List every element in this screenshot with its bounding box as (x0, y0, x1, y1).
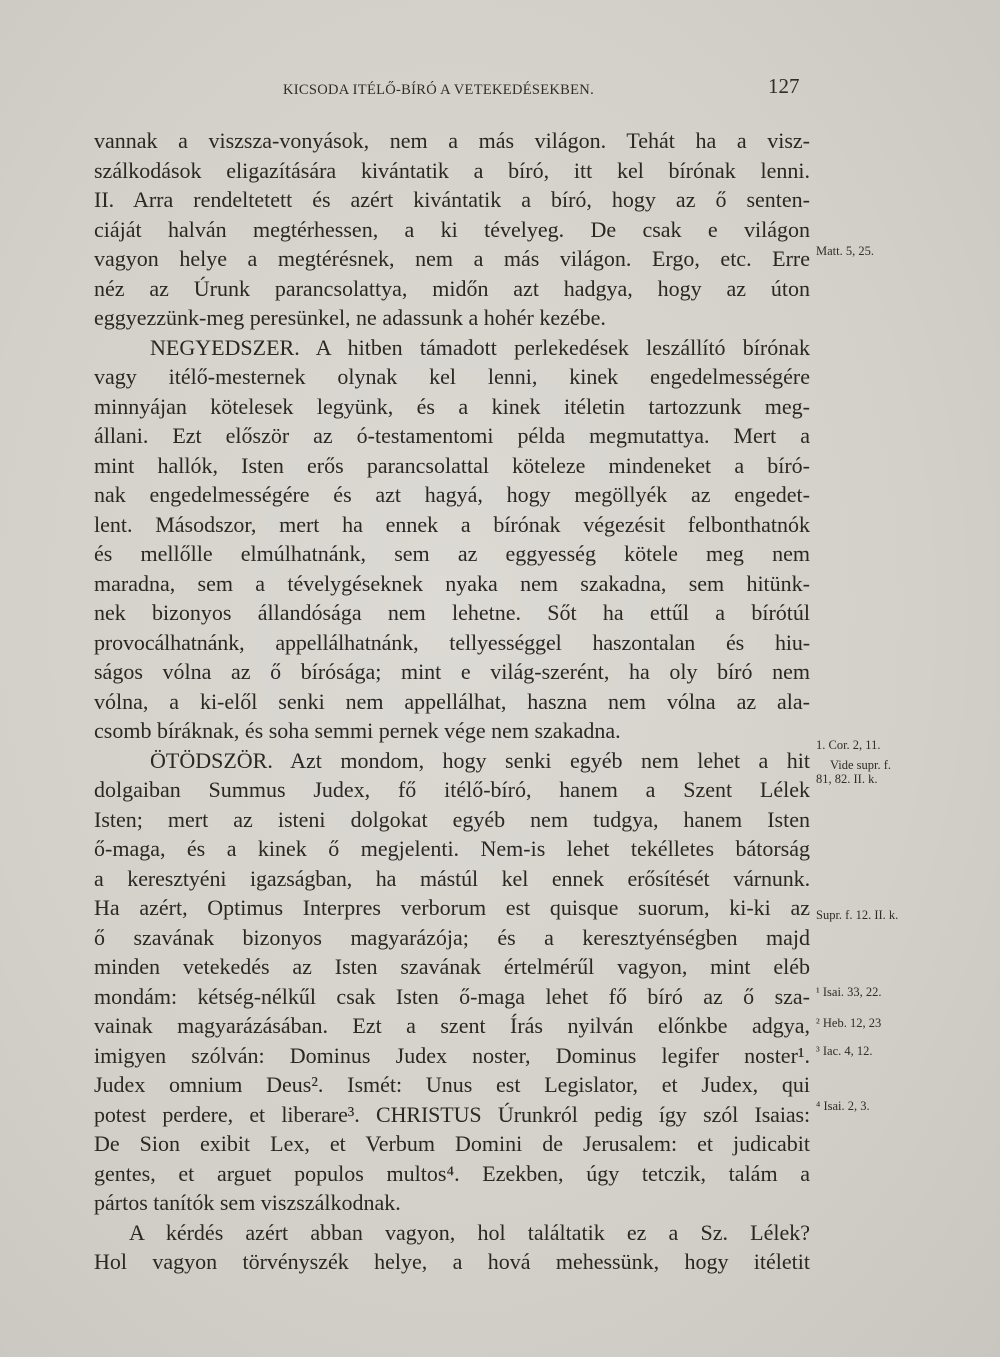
text-line: imigyen szólván: Dominus Judex noster, Dominus legifer noster¹. (94, 1042, 810, 1068)
margin-note: Vide supr. f. (830, 758, 892, 772)
margin-note: ¹ Isai. 33, 22. (816, 985, 882, 999)
text-line: eggyezzünk-meg peresünkel, ne adassunk a hohér kezébe. (94, 305, 606, 330)
text-line: dolgaiban Summus Judex, fő itélő-bíró, hanem a Szent Lélek (94, 777, 810, 802)
margin-note: ³ Iac. 4, 12. (816, 1044, 873, 1058)
text-line: csomb bíráknak, és soha semmi pernek vége nem szakadna. (94, 718, 621, 743)
text-line: vannak a viszsza-vonyások, nem a más világon. Tehát ha a visz- (94, 128, 810, 153)
text-line: minden vetekedés az Isten szavának értelmérűl vagyon, mint eléb (94, 954, 810, 979)
text-line: vagy itélő-mesternek olynak kel lenni, kinek engedelmességére (94, 364, 810, 389)
text-line: vagyon helye a megtérésnek, nem a más világon. Ergo, etc. Erre (94, 246, 810, 271)
text-line: és mellőlle elmúlhatnánk, sem az eggyesség kötele meg nem (94, 541, 810, 566)
text-line: provocálhatnánk, appellálhatnánk, tellyességgel haszontalan és hiu- (94, 629, 810, 655)
text-line: ÖTÖDSZÖR. Azt mondom, hogy senki egyéb nem lehet a hit (150, 747, 810, 773)
text-line: minnyájan kötelesek legyünk, és a kinek itéletin tartozzunk meg- (94, 393, 810, 419)
text-line: A kérdés azért abban vagyon, hol találtatik ez a Sz. Lélek? (129, 1219, 810, 1245)
text-line: szálkodások eligazítására kivántatik a bíró, itt kel bírónak lenni. (94, 157, 810, 183)
text-line: állani. Ezt először az ó-testamentomi példa megmutattya. Mert a (94, 423, 810, 448)
text-line: mint hallók, Isten erős parancsolattal köteleze mindeneket a bíró- (94, 452, 810, 478)
text-line: lent. Másodszor, mert ha ennek a bírónak végezésit felbonthatnók (94, 511, 810, 537)
text-line: a keresztyéni igazságban, ha mástúl kel ennek erősítését várnunk. (94, 865, 810, 891)
text-line: vainak magyarázásában. Ezt a szent Írás nyilván előnkbe adgya, (94, 1013, 810, 1038)
text-line: gentes, et arguet populos multos⁴. Ezekben, úgy tetczik, talám a (94, 1160, 810, 1186)
margin-note: 81, 82. II. k. (816, 772, 878, 786)
text-line: Judex omnium Deus². Ismét: Unus est Legislator, et Judex, qui (94, 1072, 810, 1097)
text-line: mondám: kétség-nélkűl csak Isten ő-maga lehet fő bíró az ő sza- (94, 983, 810, 1009)
text-line: De Sion exibit Lex, et Verbum Domini de Jerusalem: et judicabit (94, 1131, 810, 1156)
text-line: vólna, a ki-elől senki nem appellálhat, haszna nem vólna az ala- (94, 688, 810, 714)
margin-note: Supr. f. 12. II. k. (816, 908, 899, 922)
text-line: NEGYEDSZER. A hitben támadott perlekedések leszállító bírónak (150, 334, 810, 360)
text-line: II. Arra rendeltetett és azért kivántatik a bíró, hogy az ő senten- (94, 187, 810, 212)
text-line: ciáját halván megtérhessen, a ki tévelyeg. De csak e világon (94, 216, 810, 242)
page-number: 127 (768, 74, 800, 98)
text-line: nek bizonyos állandósága nem lehetne. Sőt ha ettűl a bírótúl (94, 600, 810, 625)
margin-note: ⁴ Isai. 2, 3. (816, 1099, 870, 1113)
text-line: potest perdere, et liberare³. CHRISTUS Úrunkról pedig így szól Isaias: (94, 1101, 810, 1127)
margin-note: 1. Cor. 2, 11. (816, 738, 881, 752)
text-line: Hol vagyon törvényszék helye, a hová mehessünk, hogy itéletit (94, 1249, 810, 1274)
text-line: ő-maga, és a kinek ő megjelenti. Nem-is lehet tekélletes bátorság (94, 836, 810, 861)
text-line: ságos vólna az ő bírósága; mint e világ-szerént, ha oly bíró nem (94, 659, 810, 684)
text-line: pártos tanítók sem viszszálkodnak. (94, 1190, 401, 1215)
text-line: ő szavának bizonyos magyarázója; és a keresztyénségben majd (94, 924, 810, 950)
text-line: néz az Úrunk parancsolattya, midőn azt hadgya, hogy az úton (94, 275, 810, 301)
body-text (94, 126, 810, 1277)
text-line: nak engedelmességére és azt hagyá, hogy megöllyék az engedet- (94, 482, 810, 507)
text-line: maradna, sem a tévelygéseknek nyaka nem szakadna, sem hitünk- (94, 570, 810, 596)
margin-note: ² Heb. 12, 23 (816, 1016, 882, 1030)
running-title: KICSODA ITÉLŐ-BÍRÓ A VETEKEDÉSEKBEN. (283, 82, 594, 98)
text-line: Ha azért, Optimus Interpres verborum est quisque suorum, ki-ki az (94, 895, 810, 920)
text-line: Isten; mert az isteni dolgokat egyéb nem tudgya, hanem Isten (94, 806, 810, 832)
margin-note: Matt. 5, 25. (816, 244, 874, 258)
